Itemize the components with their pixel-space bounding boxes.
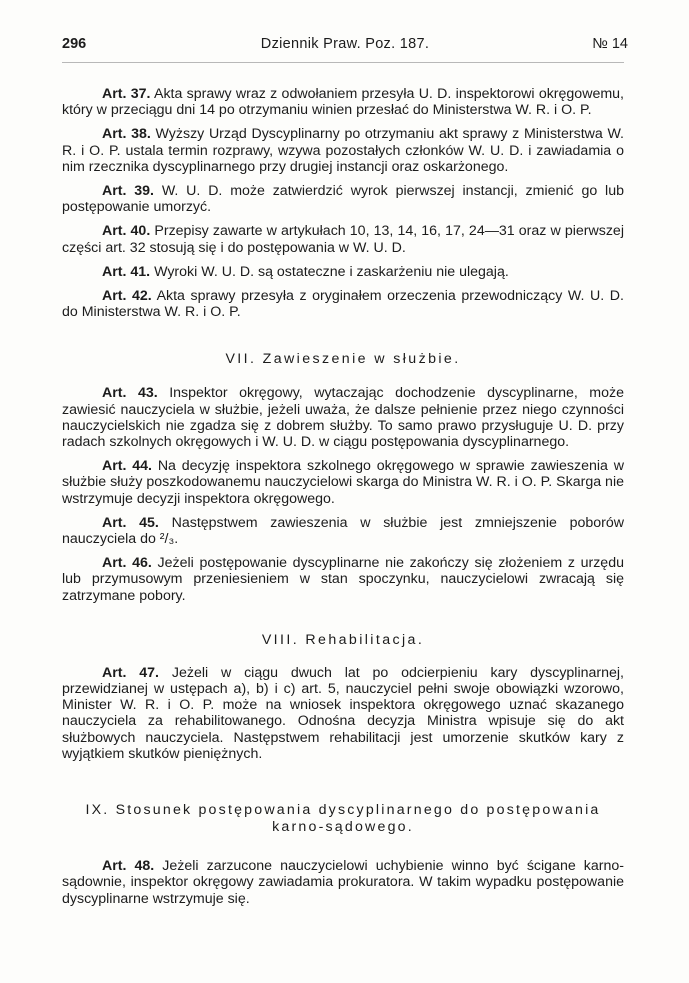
section-heading-ix: IX. Stosunek postępowania dyscyplinarnego do postępowania karno-sądowego.: [85, 802, 601, 836]
article-label: Art. 39.: [102, 183, 154, 200]
article-text: Jeżeli zarzucone nauczycielowi uchybienie winno być ścigane karno-sądownie, inspektor okręgowy zawiadamia prokuratora. W takim wypadku postępowanie dyscyplinarne wstrzymuje się.: [62, 858, 624, 907]
article-text: Inspektor okręgowy, wytaczając dochodzenie dyscyplinarne, może zawiesić nauczyciela w służbie, jeżeli uważa, że dalsze pełnienie przez niego czynności nauczycielskich nie zgadza się z dobrem służby. To samo prawo przysługuje U. D. przy radach szkolnych okręgowych i W. U. D. w ciągu postępowania dyscyplinarnego.: [62, 385, 625, 451]
article-44: [62, 458, 624, 507]
section-heading-vii: VII. Zawieszenie w służbie.: [225, 351, 461, 368]
article-text: Jeżeli postępowanie dyscyplinarne nie zakończy się złożeniem z urzędu lub przymusowym przeniesieniem w stan spoczynku, nauczycielowi zwracają się zatrzymane pobory.: [62, 555, 624, 604]
article-label: Art. 40.: [102, 223, 151, 240]
article-label: Art. 48.: [102, 858, 155, 875]
section-heading-viii: VIII. Rehabilitacja.: [261, 631, 425, 648]
article-text: Na decyzję inspektora szkolnego okręgowego w sprawie zawieszenia w służbie służy poszkodowanemu nauczycielowi skarga do Ministra W. R. i O. P. Skarga nie wstrzymuje decyzji inspektora okręgowego.: [62, 458, 624, 507]
document-body: [62, 86, 624, 915]
article-label: Art. 38.: [102, 126, 151, 143]
article-label: Art. 45.: [102, 514, 159, 531]
article-38: [62, 126, 624, 175]
article-47: [62, 665, 624, 762]
article-text: W. U. D. może zatwierdzić wyrok pierwszej instancji, zmienić go lub postępowanie umorzyć.: [62, 183, 624, 216]
article-39: [62, 183, 624, 215]
journal-title: Dziennik Praw. Poz. 187.: [260, 36, 430, 52]
article-41: [62, 264, 624, 280]
article-46: [62, 555, 624, 604]
article-text: Wyroki W. U. D. są ostateczne i zaskarżeniu nie ulegają.: [154, 263, 509, 280]
page-header: [62, 36, 628, 58]
article-text: Następstwem zawieszenia w służbie jest zmniejszenie poborów nauczyciela do ²/₃.: [62, 514, 624, 548]
article-label: Art. 44.: [102, 458, 152, 475]
article-text: Przepisy zawarte w artykułach 10, 13, 14, 16, 17, 24—31 oraz w pierwszej części art. 32 stosują się i do postępowania w W. U. D.: [62, 223, 624, 256]
article-text: Wyższy Urząd Dyscyplinarny po otrzymaniu akt sprawy z Ministerstwa W. R. i O. P. ustala termin rozprawy, wzywa pozostałych członków W. U. D. i zawiadamia o nim rzecznika dyscyplinarnego przy drugiej instancji oraz oskarżonego.: [62, 126, 624, 175]
article-text: Jeżeli w ciągu dwuch lat po odcierpieniu kary dyscyplinarnej, przewidzianej w ustępach a), b) i c) art. 5, nauczyciel pełni swoje obowiązki wzorowo, Minister W. R. i O. P. może na wniosek inspektora okręgowego uznać skazanego nauczyciela za rehabilitowanego. Odnośna decyzja Ministra wpisuje się do akt służbowych nauczyciela. Następstwem rehabilitacji jest umorzenie skutków kary z wyjątkiem skutków pieniężnych.: [62, 664, 624, 762]
article-text: Akta sprawy wraz z odwołaniem przesyła U. D. inspektorowi okręgowemu, który w przeciągu dni 14 po otrzymaniu winien przesłać do Ministerstwa W. R. i O. P.: [62, 86, 624, 119]
article-label: Art. 42.: [102, 288, 152, 305]
header-rule: [62, 62, 624, 63]
issue-number: № 14: [592, 36, 628, 52]
article-45: [62, 515, 624, 547]
article-label: Art. 47.: [102, 664, 160, 681]
article-label: Art. 37.: [102, 86, 151, 102]
article-48: [62, 858, 624, 907]
article-43: [62, 385, 624, 450]
article-label: Art. 43.: [102, 385, 158, 402]
article-40: [62, 223, 624, 255]
article-37: [62, 86, 624, 118]
article-42: [62, 288, 624, 320]
article-text: Akta sprawy przesyła z oryginałem orzeczenia przewodniczący W. U. D. do Ministerstwa W. R. i O. P.: [62, 288, 624, 321]
page-number: 296: [62, 36, 87, 52]
article-label: Art. 41.: [102, 263, 151, 280]
article-label: Art. 46.: [102, 555, 152, 572]
